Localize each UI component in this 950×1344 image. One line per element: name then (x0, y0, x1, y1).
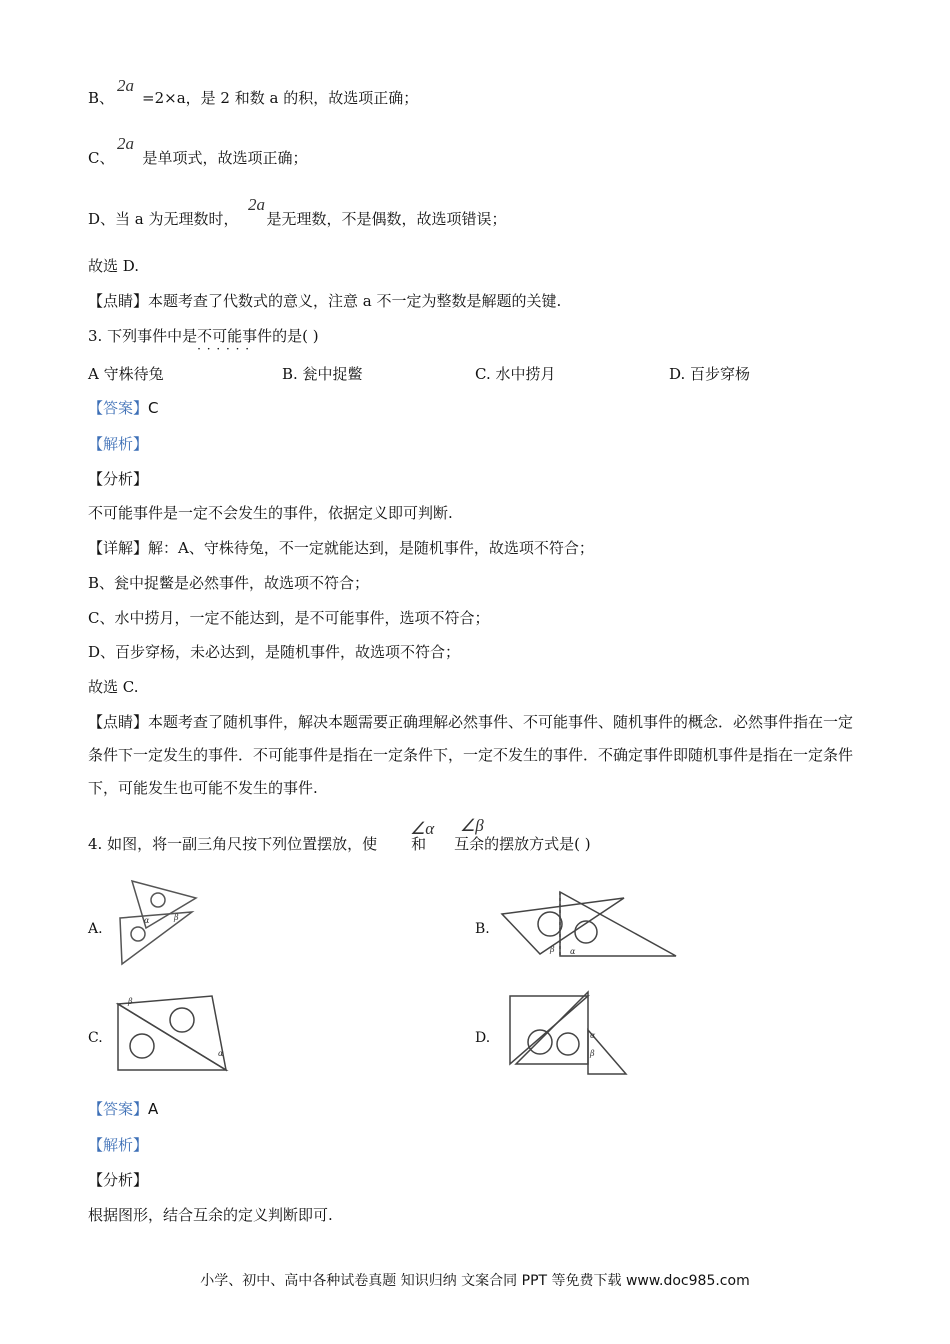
q3-detail-4: D、百步穿杨，未必达到，是随机事件，故选项不符合； (88, 643, 461, 661)
q3-option-a: A 守株待兔 (88, 365, 164, 383)
q4-answer: 【答案】A (88, 1100, 159, 1118)
figure-b (500, 888, 680, 960)
option-d-line: D、当 a 为无理数时， 是无理数，不是偶数，故选项错误； (88, 210, 507, 228)
q3-fenxi: 【分析】 (88, 470, 149, 488)
fig-label-c: C. (88, 1030, 103, 1046)
q4-fenxi-text: 根据图形，结合互余的定义判断即可. (88, 1206, 333, 1224)
formula-2a: 2a (117, 134, 134, 153)
q3-fenxi-text: 不可能事件是一定不会发生的事件，依据定义即可判断. (88, 504, 453, 522)
figure-d (504, 990, 630, 1078)
angle-beta-label: β (128, 997, 133, 1006)
option-b-line: B、 =2×a，是 2 和数 a 的积，故选项正确； (88, 89, 419, 107)
q3-detail-1: 【详解】解：A、守株待兔，不一定就能达到，是随机事件，故选项不符合； (88, 539, 594, 557)
q3-option-d: D. 百步穿杨 (669, 365, 751, 383)
alpha-symbol: ∠α (410, 819, 435, 838)
fig-label-d: D. (475, 1030, 491, 1046)
q3-detail-2: B、瓮中捉鳖是必然事件，故选项不符合； (88, 574, 370, 592)
figure-a (116, 876, 206, 968)
q3-option-c: C. 水中捞月 (475, 365, 556, 383)
angle-alpha-label: α (218, 1049, 224, 1058)
q3-option-b: B. 瓮中捉鳖 (282, 365, 363, 383)
q3-emphasis: 不可能事件 · · · (197, 326, 272, 346)
q3-jiexi: 【解析】 (88, 435, 149, 453)
q3-dianjing: 【点睛】本题考查了随机事件，解决本题需要正确理解必然事件、不可能事件、随机事件的概念．必然事件指在一定条件下一定发生的事件．不可能事件是指在一定条件下，一定不发生的事件．不确定事件即随机事件是指在一定条件下，可能发生也可能不发生的事件. (88, 713, 854, 797)
choose-d: 故选 D. (88, 257, 140, 275)
fig-label-b: B. (475, 921, 490, 937)
angle-alpha-label: α (590, 1031, 596, 1040)
q4-fenxi: 【分析】 (88, 1171, 149, 1189)
q4-stem: 4. 如图，将一副三角尺按下列位置摆放，使 和 互余的摆放方式是( ) (88, 835, 591, 853)
angle-alpha-label: α (570, 947, 576, 956)
beta-symbol: ∠β (460, 816, 484, 835)
angle-beta-label: β (550, 945, 555, 954)
angle-beta-label: β (590, 1049, 595, 1058)
q3-detail-3: C、水中捞月，一定不能达到，是不可能事件，选项不符合； (88, 609, 490, 627)
q3-choose: 故选 C. (88, 678, 139, 696)
angle-alpha-label: α (144, 916, 150, 925)
dianjing-q2: 【点睛】本题考查了代数式的意义，注意 a 不一定为整数是解题的关键. (88, 292, 562, 310)
formula-2a: 2a (248, 195, 265, 214)
formula-2a: 2a (117, 76, 134, 95)
figure-c (114, 990, 234, 1076)
angle-beta-label: β (174, 913, 179, 922)
q4-jiexi: 【解析】 (88, 1136, 149, 1154)
q3-stem: 3. 下列事件中是不可能事件 · · ·的是( ) (88, 326, 319, 346)
option-c-line: C、 是单项式，故选项正确； (88, 149, 308, 167)
page-footer: 小学、初中、高中各种试卷真题 知识归纳 文案合同 PPT 等免费下载 www.doc985.com (200, 1273, 750, 1289)
q3-answer: 【答案】C (88, 399, 159, 417)
fig-label-a: A. (88, 921, 103, 937)
